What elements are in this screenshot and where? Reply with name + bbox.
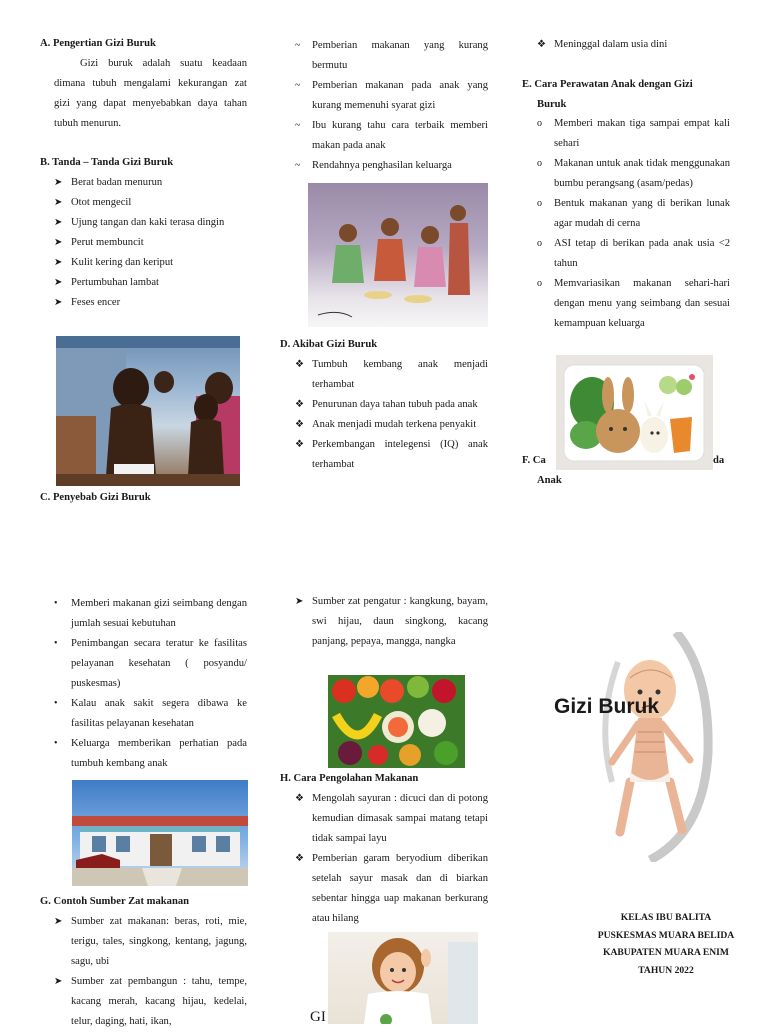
fruits-vegetables-photo — [328, 675, 465, 768]
tilde-icon: ~ — [295, 80, 301, 91]
list-item: ➤ Perut membuncit — [54, 233, 247, 253]
section-f-heading-end: da — [713, 455, 725, 466]
cover-footer — [556, 909, 768, 979]
list-item: ❖ Mengolah sayuran : dicuci dan di potong kemudian dimasak sampai matang tetapi tidak sampai layu — [295, 789, 488, 849]
circle-bullet-icon: o — [537, 118, 542, 129]
circle-bullet-icon: o — [537, 198, 542, 209]
malnourished-children-photo — [56, 336, 240, 486]
diamond-icon: ❖ — [295, 399, 304, 410]
list-item: ➤ Otot mengecil — [54, 193, 247, 213]
tilde-icon: ~ — [295, 160, 301, 171]
list-item: ~ Pemberian makanan pada anak yang kurang memenuhi syarat gizi — [295, 76, 488, 116]
section-d-heading: D. Akibat Gizi Buruk — [280, 339, 378, 350]
list-item: ❖ Perkembangan intelegensi (IQ) anak terhambat — [295, 435, 488, 475]
list-item: ~ Ibu kurang tahu cara terbaik memberi makan pada anak — [295, 116, 488, 156]
list-item: • Kalau anak sakit segera dibawa ke fasilitas pelayanan kesehatan — [54, 694, 247, 734]
footer-line: KABUPATEN MUARA ENIM — [603, 947, 729, 958]
footer-line: KELAS IBU BALITA — [620, 912, 712, 923]
arrow-icon: ➤ — [54, 976, 63, 987]
list-item: ❖ Tumbuh kembang anak menjadi terhambat — [295, 355, 488, 395]
section-g-list-continued — [295, 592, 488, 652]
section-e-list — [537, 114, 730, 334]
list-item: • Memberi makanan gizi seimbang dengan jumlah sesuai kebutuhan — [54, 594, 247, 634]
list-item: o Memberi makan tiga sampai empat kali sehari — [537, 114, 730, 154]
dot-bullet-icon: • — [54, 598, 58, 609]
list-item: ➤ Sumber zat pengatur : kangkung, bayam, swi hijau, daun singkong, kacang panjang, pepaya, mangga, nangka — [295, 592, 488, 652]
section-a-heading: A. Pengertian Gizi Buruk — [40, 38, 156, 49]
diamond-icon: ❖ — [295, 439, 304, 450]
arrow-icon: ➤ — [54, 177, 63, 188]
footer-line: PUSKESMAS MUARA BELIDA — [597, 929, 735, 941]
arrow-icon: ➤ — [295, 596, 304, 607]
section-f-list — [54, 594, 247, 774]
arrow-icon: ➤ — [54, 217, 63, 228]
section-b-heading: B. Tanda – Tanda Gizi Buruk — [40, 157, 174, 168]
list-item: ❖ Meninggal dalam usia dini — [537, 35, 730, 55]
malnourished-baby-illustration — [590, 632, 720, 862]
list-item: ➤ Sumber zat makanan: beras, roti, mie, terigu, tales, singkong, kentang, jagung, sagu, ubi — [54, 912, 247, 972]
section-d-list — [295, 355, 488, 475]
cut-off-text: GI — [310, 1009, 326, 1025]
circle-bullet-icon: o — [537, 158, 542, 169]
list-item: ➤ Ujung tangan dan kaki terasa dingin — [54, 213, 247, 233]
list-item: o Makanan untuk anak tidak menggunakan bumbu perangsang (asam/pedas) — [537, 154, 730, 194]
circle-bullet-icon: o — [537, 278, 542, 289]
arrow-icon: ➤ — [54, 257, 63, 268]
section-b-list — [54, 173, 247, 313]
circle-bullet-icon: o — [537, 238, 542, 249]
diamond-icon: ❖ — [295, 793, 304, 804]
list-item: ❖ Anak menjadi mudah terkena penyakit — [295, 415, 488, 435]
list-item: ➤ Feses encer — [54, 293, 247, 313]
diamond-icon: ❖ — [295, 853, 304, 864]
arrow-icon: ➤ — [54, 277, 63, 288]
arrow-icon: ➤ — [54, 237, 63, 248]
section-c-heading: C. Penyebab Gizi Buruk — [40, 492, 151, 503]
dot-bullet-icon: • — [54, 698, 58, 709]
footer-line: TAHUN 2022 — [638, 964, 694, 976]
arrow-icon: ➤ — [54, 916, 63, 927]
list-item: o ASI tetap di berikan pada anak usia <2 tahun — [537, 234, 730, 274]
diamond-icon: ❖ — [295, 359, 304, 370]
family-eating-illustration — [308, 183, 488, 327]
section-h-heading: H. Cara Pengolahan Makanan — [280, 773, 419, 784]
section-g-heading: G. Contoh Sumber Zat makanan — [40, 896, 190, 907]
cover-title: Gizi Buruk — [554, 695, 660, 718]
list-item: • Keluarga memberikan perhatian pada tumbuh kembang anak — [54, 734, 247, 774]
diamond-icon: ❖ — [537, 39, 546, 50]
puskesmas-building-photo — [72, 780, 248, 886]
section-e-heading: E. Cara Perawatan Anak dengan Gizi Buruk — [522, 79, 693, 110]
arrow-icon: ➤ — [54, 297, 63, 308]
list-item: • Penimbangan secara teratur ke fasilitas pelayanan kesehatan ( posyandu/ puskesmas) — [54, 634, 247, 694]
dot-bullet-icon: • — [54, 738, 58, 749]
section-f-heading-start: F. Ca — [522, 455, 546, 466]
list-item: ❖ Pemberian garam beryodium diberikan setelah sayur masak dan di biarkan sebentar hingga uap makanan berkurang atau hilang — [295, 849, 488, 929]
list-item: ~ Pemberian makanan yang kurang bermutu — [295, 36, 488, 76]
section-h-list — [295, 789, 488, 929]
arrow-icon: ➤ — [54, 197, 63, 208]
list-item: ➤ Pertumbuhan lambat — [54, 273, 247, 293]
girl-eating-photo — [328, 932, 478, 1024]
bento-food-photo — [556, 355, 713, 470]
dot-bullet-icon: • — [54, 638, 58, 649]
tilde-icon: ~ — [295, 120, 301, 131]
tilde-icon: ~ — [295, 40, 301, 51]
list-item: o Bentuk makanan yang di berikan lunak agar mudah di cerna — [537, 194, 730, 234]
list-item: ❖ Penurunan daya tahan tubuh pada anak — [295, 395, 488, 415]
list-item: ➤ Kulit kering dan keriput — [54, 253, 247, 273]
section-c-list — [295, 36, 488, 176]
section-d-list-continued — [537, 35, 730, 55]
diamond-icon: ❖ — [295, 419, 304, 430]
section-g-list — [54, 912, 247, 1032]
list-item: ➤ Sumber zat pembangun : tahu, tempe, kacang merah, kacang hijau, kedelai, telur, daging, hati, ikan, — [54, 972, 247, 1032]
list-item: o Memvariasikan makanan sehari-hari dengan menu yang seimbang dan sesuai kemampuan keluarga — [537, 274, 730, 334]
list-item: ~ Rendahnya penghasilan keluarga — [295, 156, 488, 176]
section-a-text: Gizi buruk adalah suatu keadaan dimana tubuh mengalami kekurangan zat gizi yang dapat menyebabkan daya tahan tubuh menurun. — [54, 58, 247, 129]
list-item: ➤ Berat badan menurun — [54, 173, 247, 193]
section-f-heading-line2: Anak — [537, 475, 562, 486]
